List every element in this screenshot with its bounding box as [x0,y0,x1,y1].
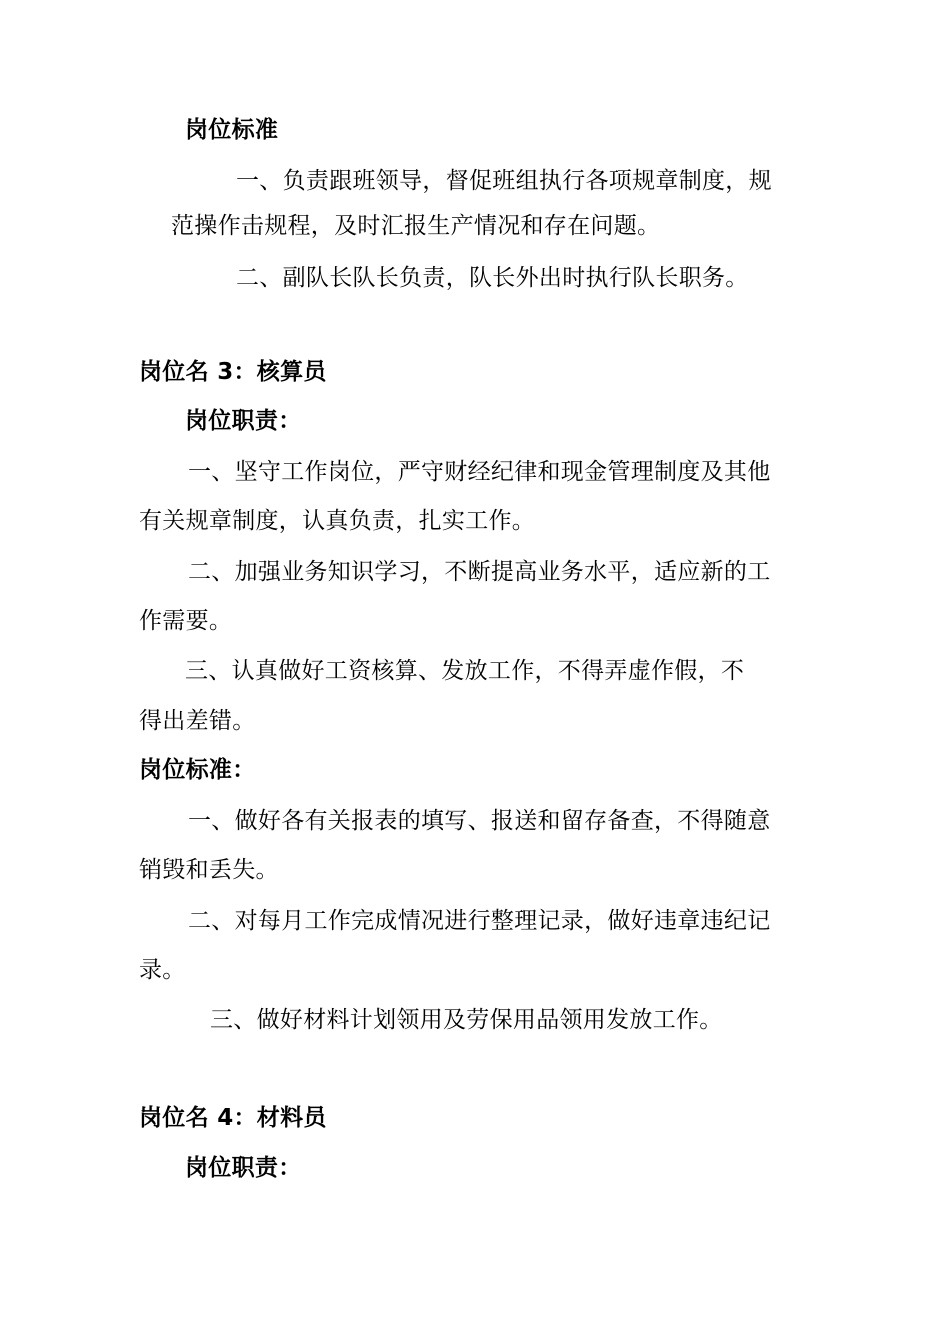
paragraph-line: 范操作击规程，及时汇报生产情况和存在问题。 [171,213,661,239]
paragraph-line: 一、做好各有关报表的填写、报送和留存备查，不得随意 [188,808,771,834]
paragraph-line: 二、副队长队长负责，队长外出时执行队长职务。 [236,265,749,291]
paragraph-line: 三、认真做好工资核算、发放工作，不得弄虚作假，不 [185,658,745,684]
section-heading-standard: 岗位标准 [185,117,279,143]
paragraph-line: 二、对每月工作完成情况进行整理记录，做好违章违纪记 [188,908,771,934]
paragraph-line: 录。 [139,957,186,983]
section-heading-duties: 岗位职责： [185,1155,302,1181]
section-heading-duties: 岗位职责： [185,408,302,434]
position-title-accountant: 岗位名 3：核算员 [139,359,327,385]
paragraph-line: 一、负责跟班领导，督促班组执行各项规章制度，规 [236,168,772,194]
paragraph-line: 作需要。 [139,608,233,634]
paragraph-line: 有关规章制度，认真负责，扎实工作。 [139,508,536,534]
section-heading-standard: 岗位标准： [139,757,256,783]
paragraph-line: 销毁和丢失。 [139,857,279,883]
paragraph-line: 得出差错。 [139,708,256,734]
paragraph-line: 二、加强业务知识学习，不断提高业务水平，适应新的工 [188,559,771,585]
paragraph-line: 三、做好材料计划领用及劳保用品领用发放工作。 [210,1007,723,1033]
paragraph-line: 一、坚守工作岗位，严守财经纪律和现金管理制度及其他 [188,459,771,485]
position-title-materials-clerk: 岗位名 4：材料员 [139,1105,327,1131]
